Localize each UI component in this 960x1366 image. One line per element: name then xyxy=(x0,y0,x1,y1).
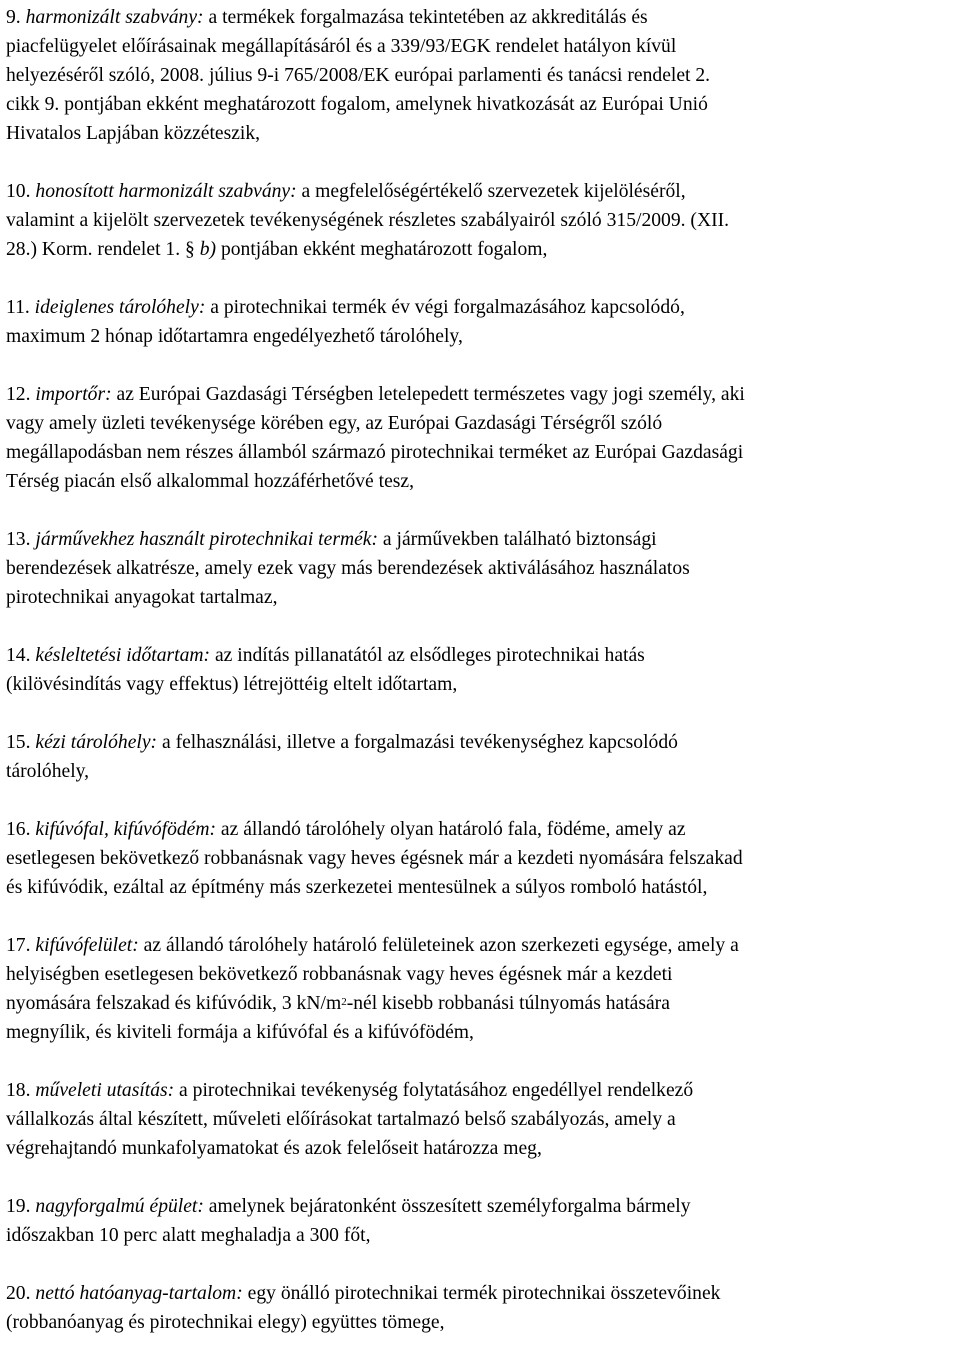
text-line xyxy=(6,206,956,235)
text-line xyxy=(6,931,956,960)
defined-term: késleltetési időtartam: xyxy=(35,645,211,666)
definition-item xyxy=(6,1076,956,1163)
defined-term: járművekhez használt pirotechnikai termék: xyxy=(35,529,379,550)
text-line xyxy=(6,873,956,902)
text-segment: helyezéséről szóló, 2008. július 9-i 765/2008/EK európai parlamenti és tanácsi rendelet 2. xyxy=(6,65,711,86)
definition-item xyxy=(6,293,956,351)
text-segment: végrehajtandó munkafolyamatokat és azok felelőseit határozza meg, xyxy=(6,1138,542,1159)
text-segment: megállapodásban nem részes államból származó pirotechnikai terméket az Európai Gazdasági xyxy=(6,442,744,463)
text-segment: valamint a kijelölt szervezetek tevékenységének részletes szabályairól szóló 315/2009. (XII. xyxy=(6,210,730,231)
text-segment: 12. xyxy=(6,384,36,405)
text-segment: nyomására felszakad és kifúvódik, 3 kN/m xyxy=(6,993,342,1014)
definition-item xyxy=(6,3,956,148)
definition-item xyxy=(6,525,956,612)
text-segment: 20. xyxy=(6,1283,36,1304)
text-line xyxy=(6,844,956,873)
defined-term: importőr: xyxy=(35,384,112,405)
text-segment: amelynek bejáratonként összesített személyforgalma bármely xyxy=(203,1196,691,1217)
text-segment: esetlegesen bekövetkező robbanásnak vagy heves égésnek már a kezdeti nyomására felszakad xyxy=(6,848,743,869)
text-segment: 13. xyxy=(6,529,36,550)
defined-term: b) xyxy=(199,239,217,260)
text-segment: berendezések alkatrésze, amely ezek vagy más berendezések aktiválásához használatos xyxy=(6,558,690,579)
text-segment: az indítás pillanatától az elsődleges pirotechnikai hatás xyxy=(210,645,645,666)
text-line xyxy=(6,583,956,612)
text-segment: az állandó tárolóhely határoló felületeinek azon szerkezeti egysége, amely a xyxy=(138,935,739,956)
text-segment: az Európai Gazdasági Térségben letelepedett természetes vagy jogi személy, aki xyxy=(111,384,745,405)
text-segment: 16. xyxy=(6,819,36,840)
text-segment: -nél kisebb robbanási túlnyomás hatására xyxy=(346,993,670,1014)
text-segment: a termékek forgalmazása tekintetében az akkreditálás és xyxy=(203,7,648,28)
text-segment: 11. xyxy=(6,297,35,318)
text-segment: a felhasználási, illetve a forgalmazási tevékenységhez kapcsolódó xyxy=(157,732,678,753)
text-segment: Hivatalos Lapjában közzéteszik, xyxy=(6,123,261,144)
text-line xyxy=(6,960,956,989)
text-line xyxy=(6,177,956,206)
definition-item xyxy=(6,728,956,786)
text-line xyxy=(6,728,956,757)
document-body xyxy=(6,3,956,1366)
text-segment: pirotechnikai anyagokat tartalmaz, xyxy=(6,587,278,608)
text-line xyxy=(6,235,956,264)
text-line xyxy=(6,322,956,351)
text-segment: piacfelügyelet előírásainak megállapításáról és a 339/93/EGK rendelet hatályon kívül xyxy=(6,36,677,57)
text-line xyxy=(6,61,956,90)
text-line xyxy=(6,1076,956,1105)
text-segment: 9. xyxy=(6,7,26,28)
text-line xyxy=(6,989,956,1018)
definition-item xyxy=(6,380,956,496)
text-line xyxy=(6,380,956,409)
text-segment: a pirotechnikai termék év végi forgalmazásához kapcsolódó, xyxy=(205,297,685,318)
defined-term: műveleti utasítás: xyxy=(35,1080,175,1101)
text-segment: az állandó tárolóhely olyan határoló fala, födéme, amely az xyxy=(216,819,686,840)
defined-term: kifúvófal, kifúvófödém: xyxy=(35,819,217,840)
definition-item xyxy=(6,931,956,1047)
definition-item xyxy=(6,641,956,699)
text-line xyxy=(6,467,956,496)
text-line xyxy=(6,1134,956,1163)
definition-item xyxy=(6,815,956,902)
text-segment: vagy amely üzleti tevékenysége körében egy, az Európai Gazdasági Térségről szóló xyxy=(6,413,663,434)
text-line xyxy=(6,757,956,786)
text-line xyxy=(6,1018,956,1047)
text-line xyxy=(6,641,956,670)
text-line xyxy=(6,3,956,32)
text-line xyxy=(6,815,956,844)
text-line xyxy=(6,1279,956,1308)
text-segment: 10. xyxy=(6,181,36,202)
definition-item xyxy=(6,1279,956,1337)
text-line xyxy=(6,1192,956,1221)
text-line xyxy=(6,119,956,148)
text-segment: helyiségben esetlegesen bekövetkező robbanásnak vagy heves égésnek már a kezdeti xyxy=(6,964,673,985)
text-segment: 28.) Korm. rendelet 1. § xyxy=(6,239,200,260)
text-line xyxy=(6,438,956,467)
defined-term: honosított harmonizált szabvány: xyxy=(35,181,297,202)
defined-term: kifúvófelület: xyxy=(35,935,139,956)
text-segment: maximum 2 hónap időtartamra engedélyezhető tárolóhely, xyxy=(6,326,463,347)
text-line xyxy=(6,409,956,438)
text-segment: egy önálló pirotechnikai termék pirotechnikai összetevőinek xyxy=(242,1283,721,1304)
text-line xyxy=(6,293,956,322)
defined-term: nettó hatóanyag-tartalom: xyxy=(35,1283,243,1304)
text-line xyxy=(6,90,956,119)
text-segment: a járművekben található biztonsági xyxy=(378,529,657,550)
text-segment: vállalkozás által készített, műveleti előírásokat tartalmazó belső szabályozás, amely a xyxy=(6,1109,676,1130)
definition-item xyxy=(6,1192,956,1250)
text-line xyxy=(6,1221,956,1250)
text-line xyxy=(6,1308,956,1337)
defined-term: harmonizált szabvány: xyxy=(25,7,204,28)
text-line xyxy=(6,525,956,554)
text-line xyxy=(6,554,956,583)
text-segment: 18. xyxy=(6,1080,36,1101)
text-segment: Térség piacán első alkalommal hozzáférhetővé tesz, xyxy=(6,471,415,492)
defined-term: kézi tárolóhely: xyxy=(35,732,158,753)
text-segment: időszakban 10 perc alatt meghaladja a 300 főt, xyxy=(6,1225,371,1246)
text-segment: megnyílik, és kiviteli formája a kifúvófal és a kifúvófödém, xyxy=(6,1022,474,1043)
text-segment: a pirotechnikai tevékenység folytatásához engedéllyel rendelkező xyxy=(174,1080,694,1101)
defined-term: ideiglenes tárolóhely: xyxy=(34,297,206,318)
text-segment: a megfelelőségértékelő szervezetek kijelöléséről, xyxy=(296,181,686,202)
text-segment: 19. xyxy=(6,1196,36,1217)
text-segment: és kifúvódik, ezáltal az építmény más szerkezetei mentesülnek a súlyos romboló hatástól, xyxy=(6,877,708,898)
text-segment: 17. xyxy=(6,935,36,956)
defined-term: nagyforgalmú épület: xyxy=(35,1196,204,1217)
text-line xyxy=(6,670,956,699)
text-segment: pontjában ekként meghatározott fogalom, xyxy=(216,239,548,260)
superscript: 2 xyxy=(341,996,347,1008)
text-segment: (robbanóanyag és pirotechnikai elegy) együttes tömege, xyxy=(6,1312,445,1333)
text-segment: tárolóhely, xyxy=(6,761,90,782)
text-segment: 14. xyxy=(6,645,36,666)
text-line xyxy=(6,1105,956,1134)
text-segment: (kilövésindítás vagy effektus) létrejöttéig eltelt időtartam, xyxy=(6,674,458,695)
text-line xyxy=(6,32,956,61)
text-segment: cikk 9. pontjában ekként meghatározott fogalom, amelynek hivatkozását az Európai Unió xyxy=(6,94,708,115)
definition-item xyxy=(6,177,956,264)
text-segment: 15. xyxy=(6,732,36,753)
